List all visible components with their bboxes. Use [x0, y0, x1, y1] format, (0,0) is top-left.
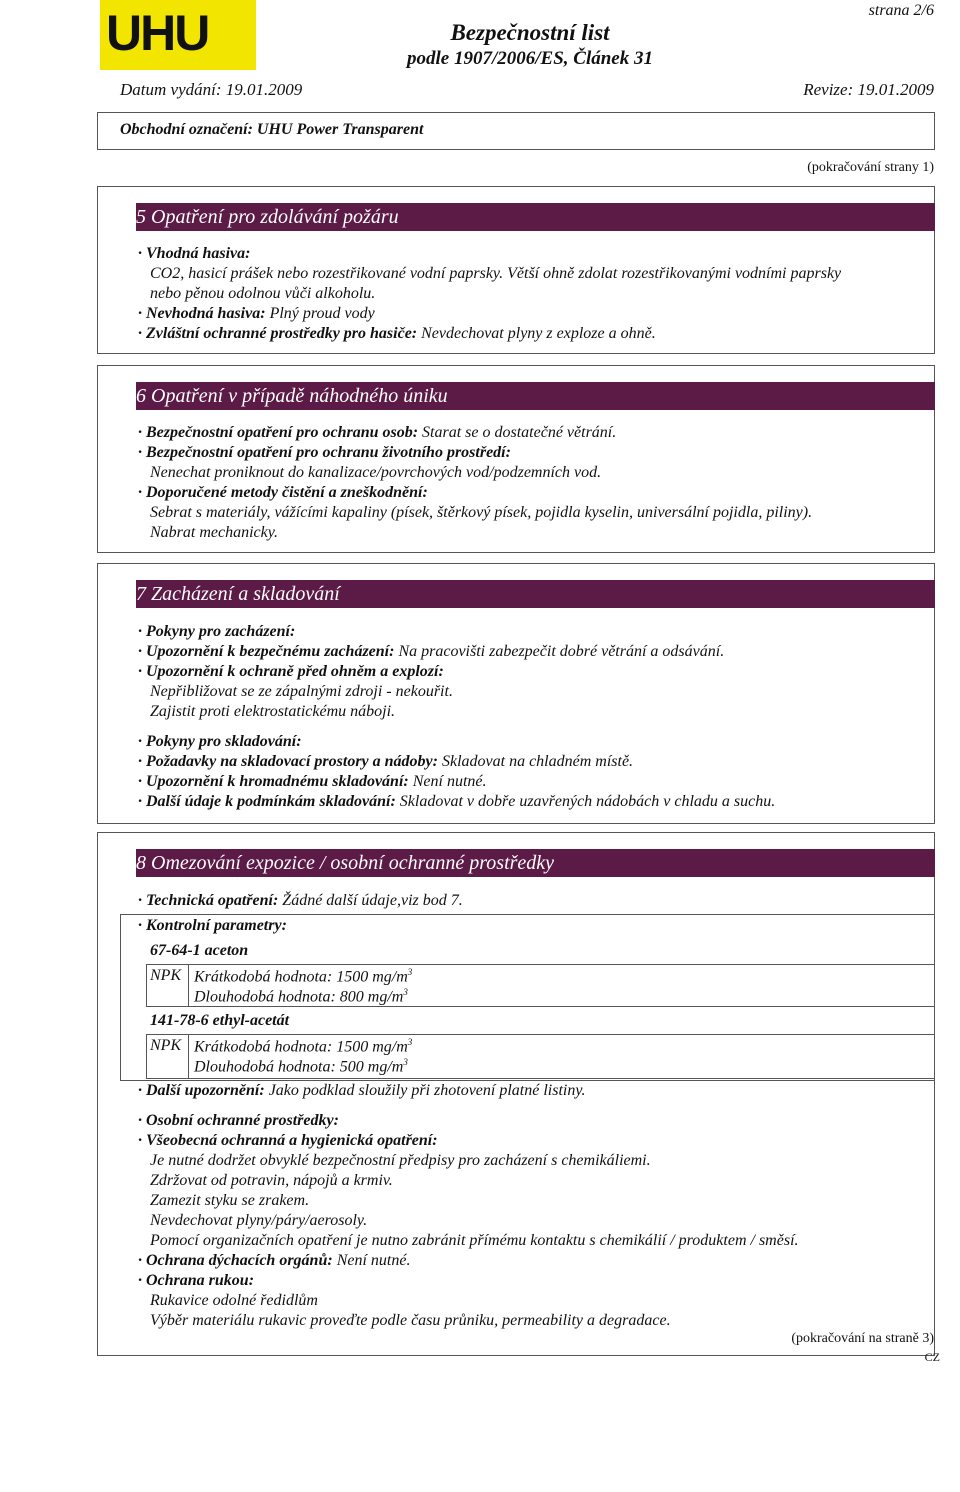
s6-line: Nenechat proniknout do kanalizace/povrchových vod/podzemních vod. — [150, 464, 602, 481]
s8-line: · Technická opatření: Žádné další údaje,viz bod 7. — [138, 892, 463, 909]
s8-line: Nevdechovat plyny/páry/aerosoly. — [150, 1212, 368, 1229]
s5-line: · Zvláštní ochranné prostředky pro hasiče: Nevdechovat plyny z exploze a ohně. — [138, 325, 656, 342]
section-5-heading: 5 Opatření pro zdolávání požáru — [136, 203, 935, 231]
limit-value: Krátkodobá hodnota: 1500 $mg/m^3$ — [194, 967, 413, 986]
s7-line: Nepřibližovat se ze zápalnými zdroji - nekouřit. — [150, 683, 453, 700]
s6-line: · Doporučené metody čistění a zneškodnění: — [138, 484, 428, 501]
s8-line: Rukavice odolné ředidlům — [150, 1292, 318, 1309]
revision-date: Revize: 19.01.2009 — [803, 80, 934, 99]
section-7-heading: 7 Zacházení a skladování — [136, 580, 935, 608]
s7-line: · Upozornění k hromadnému skladování: Není nutné. — [138, 773, 487, 790]
s5-line: nebo pěnou odolnou vůči alkoholu. — [150, 285, 376, 302]
s8-line: Zamezit styku se zrakem. — [150, 1192, 310, 1209]
issue-date: Datum vydání: 19.01.2009 — [120, 80, 303, 99]
logo-text: UHU — [106, 5, 209, 61]
document-subtitle: podle 1907/2006/ES, Článek 31 — [407, 48, 653, 69]
s8-line: Je nutné dodržet obvyklé bezpečnostní předpisy pro zacházení s chemikáliemi. — [150, 1152, 651, 1169]
s7-line: · Další údaje k podmínkám skladování: Skladovat v dobře uzavřených nádobách v chladu a suchu. — [138, 793, 776, 810]
s8-line: · Všeobecná ochranná a hygienická opatření: — [138, 1132, 438, 1149]
limit-type: NPK — [150, 967, 182, 984]
s8-line: · Kontrolní parametry: — [138, 917, 287, 934]
s7-line: · Upozornění k bezpečnému zacházení: Na pracovišti zabezpečit dobré větrání a odsávání. — [138, 643, 725, 660]
s8-line: · Ochrana dýchacích orgánů: Není nutné. — [138, 1252, 411, 1269]
limit-value: Dlouhodobá hodnota: 500 $mg/m^3$ — [194, 1057, 408, 1076]
s6-line: · Bezpečnostní opatření pro ochranu životního prostředí: — [138, 444, 511, 461]
limit-type: NPK — [150, 1037, 182, 1054]
s7-line: Zajistit proti elektrostatickému náboji. — [150, 703, 396, 720]
s5-line: · Nevhodná hasiva: Plný proud vody — [138, 305, 375, 322]
document-title: Bezpečnostní list — [450, 20, 610, 45]
continued-from: (pokračování strany 1) — [807, 160, 934, 175]
s6-line: Nabrat mechanicky. — [150, 524, 278, 541]
s7-line: · Pokyny pro zacházení: — [138, 623, 296, 640]
section-6-heading: 6 Opatření v případě náhodného úniku — [136, 382, 935, 410]
s7-line: · Upozornění k ochraně před ohněm a explozí: — [138, 663, 444, 680]
s8-line: Pomocí organizačních opatření je nutno zabránit přímému kontaktu s chemikálií / produktem / směsí. — [150, 1232, 799, 1249]
s7-line: · Požadavky na skladovací prostory a nádoby: Skladovat na chladném místě. — [138, 753, 634, 770]
language-code: CZ — [924, 1350, 940, 1364]
s8-line: Zdržovat od potravin, nápojů a krmiv. — [150, 1172, 393, 1189]
s6-line: · Bezpečnostní opatření pro ochranu osob: Starat se o dostatečné větrání. — [138, 424, 617, 441]
trade-name: Obchodní označení: UHU Power Transparent — [120, 121, 424, 138]
s8-line: Výběr materiálu rukavic proveďte podle času průniku, permeability a degradace. — [150, 1312, 671, 1329]
substance-name: 67-64-1 aceton — [150, 942, 249, 959]
s7-line: · Pokyny pro skladování: — [138, 733, 302, 750]
continued-to: (pokračování na straně 3) — [791, 1331, 934, 1346]
trade-name-box — [97, 112, 935, 150]
s6-line: Sebrat s materiály, vážícími kapaliny (písek, štěrkový písek, pojidla kyselin, universální pojidla, piliny). — [150, 504, 813, 521]
section-8-heading: 8 Omezování expozice / osobní ochranné prostředky — [136, 849, 935, 877]
limit-value: Krátkodobá hodnota: 1500 $mg/m^3$ — [194, 1037, 413, 1056]
s8-line: · Další upozornění: Jako podklad sloužily při zhotovení platné listiny. — [138, 1082, 586, 1099]
limit-value: Dlouhodobá hodnota: 800 $mg/m^3$ — [194, 987, 408, 1006]
s5-line: CO2, hasicí prášek nebo rozestřikované vodní paprsky. Větší ohně zdolat rozestřikovanými vodními paprsky — [150, 265, 842, 282]
s5-line: · Vhodná hasiva: — [138, 245, 251, 262]
page-number: strana 2/6 — [868, 2, 934, 19]
substance-name: 141-78-6 ethyl-acetát — [150, 1012, 290, 1029]
s8-line: · Ochrana rukou: — [138, 1272, 255, 1289]
s8-line: · Osobní ochranné prostředky: — [138, 1112, 339, 1129]
